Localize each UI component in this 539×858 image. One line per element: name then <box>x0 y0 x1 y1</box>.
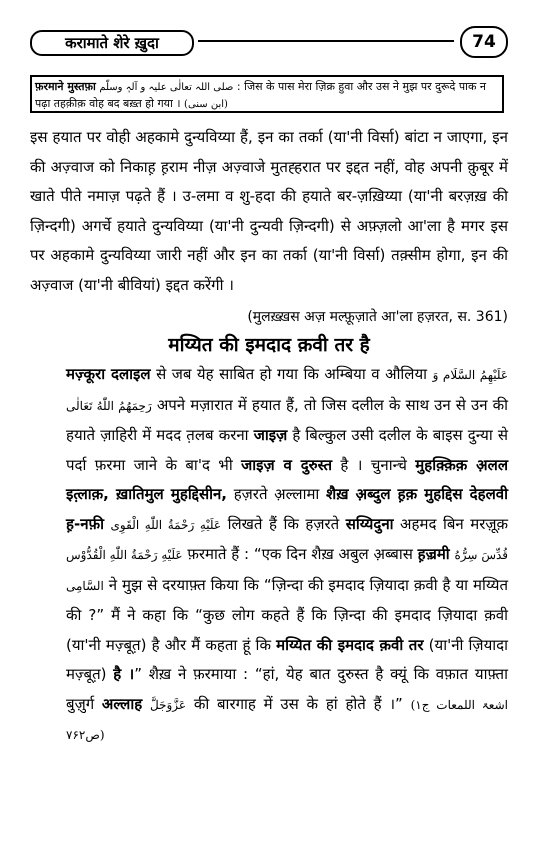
page-number: 74 <box>460 26 508 58</box>
text-segment: अपने मज़ारात में हयात हैं, तो जिस दलील के साथ उन से उन की हयाते ज़ाहिरी में मदद त़लब करना <box>66 395 508 444</box>
header-rule <box>198 40 454 42</box>
salutation-arabic: صلی اللہ تعالٰی علیہ و آلہٖ وسلّم <box>99 82 234 93</box>
text-segment: अहमद बिन मरज़ूक़ <box>393 514 508 533</box>
farmane-mustafa-label: फ़रमाने मुस्तफ़ा <box>35 80 96 93</box>
section-heading: मय्यित की इमदाद क़वी तर है <box>168 334 370 356</box>
text-segment: लिखते हैं कि हज़रते <box>221 514 346 533</box>
paragraph-1: इस हयात पर वोही अहकामे दुन्यविय्या हैं, इन का तर्का (या'नी विर्सा) बांटा न जाएगा, इन की अज़्वाज को निकाह़ ह़राम नीज़ अज़्वाजे मुतह्हरात पर इद्दत नहीं, वोह अपनी क़ुबूर में खाते पीते नमाज़ पढ़ते हैं । उ-लमा व शु-हदा की हयाते बर-ज़ख़िय्या (या'नी बरज़ख़ की ज़िन्दगी) अगर्चे हयाते दुन्यविय्या (या'नी दुन्यवी ज़िन्दगी) से अफ़्ज़लो आ'ला है मगर इस पर अहकामे दुन्यविय्या जारी नहीं और इन का तर्का (या'नी विर्सा) तक़्सीम होगा, इन की अज़्वाज (या'नी बीवियां) इद्दत करेंगी । <box>30 128 508 294</box>
paragraph-2 <box>30 360 508 751</box>
bold-phrase: है । <box>113 665 135 683</box>
text-segment: हज़रते अ़ल्लामा <box>227 485 327 503</box>
bold-phrase: मुहक़्क़िक़ अ़लल इत़्लाक़, ख़ातिमुल मुहद्दिसीन, <box>66 455 508 503</box>
text-segment: से जब येह साबित हो गया कि अम्बिया व औलिया <box>150 365 433 383</box>
bold-phrase: अल्लाह <box>101 694 143 713</box>
arabic-dua: قُدِّسَ سِرُّهُ السَّامِى <box>66 548 508 593</box>
bold-phrase: जाइज़ <box>253 426 288 444</box>
text-segment: (या'नी ज़ियादा मज़्बूत़) <box>66 635 508 683</box>
farmane-mustafa-source: (ابن سنی) <box>184 99 228 110</box>
page-body <box>30 123 508 751</box>
arabic-dua: عَزَّوَجَلَّ <box>149 697 187 712</box>
bold-phrase: जाइज़ व दुरुस्त <box>241 455 333 474</box>
arabic-dua: عَلَيْهِمُ السَّلَام وَ رَحِمَهُمُ اللّٰهُ تَعَالٰى <box>66 368 508 413</box>
book-title: करामाते शेरे ख़ुदा <box>30 30 194 56</box>
text-segment: ने मुझ से दरयाफ़्त किया कि “ज़िन्दा की इमदाद ज़ियादा क़वी है या मय्यित की ?” मैं ने कहा कि “कुछ लोग कहते हैं कि ज़िन्दा की इमदाद ज़ियादा क़वी (या'नी मज़्बूत़) है और मैं कहता हूं कि <box>66 575 508 654</box>
arabic-dua: عَلَيْهِ رَحْمَةُ اللّٰهِ الْقَوِى <box>110 517 222 532</box>
bold-phrase: सय्यिदुना <box>345 514 394 533</box>
bold-phrase: शैख़ अ़ब्दुल ह़क़ मुहद्दिस देहलवी ह़-नफ़ी <box>66 485 508 533</box>
text-segment: है । चुनान्चे <box>332 455 416 474</box>
text-segment: फ़रमाते हैं : “एक दिन शैख़ अबुल अ़ब्बास <box>182 545 418 563</box>
farmane-mustafa-box: फ़रमाने मुस्तफ़ा صلی اللہ تعالٰی علیہ و آلہٖ وسلّم : जिस के पास मेरा ज़िक्र हुवा और उस ने मुझ पर दुरूदे पाक न पढ़ा तहक़ीक़ वोह बद बख़्त हो गया । (ابن سنی) <box>30 75 504 113</box>
farmane-mustafa-text: जिस के पास मेरा ज़िक्र हुवा और उस ने मुझ पर दुरूदे पाक न पढ़ा तहक़ीक़ वोह बद बख़्त हो गया । <box>35 80 487 110</box>
reference-1: (मुलख़्ख़स अज़ मल्फ़ूज़ाते आ'ला हज़रत, स. 361) <box>247 309 508 325</box>
bold-phrase: मज़्कूरा दलाइल <box>66 365 151 383</box>
text-segment: है बिल्कुल उसी दलील के बाइस दुन्या से पर्दा फ़रमा जाने के बा'द भी <box>66 426 508 474</box>
page-header <box>30 30 508 56</box>
bold-phrase: ह़ज़्रमी <box>417 545 450 563</box>
bold-phrase: मय्यित की इमदाद क़वी तर <box>276 635 424 654</box>
text-segment: की बारगाह में उस के हां होते हैं ।” <box>186 694 403 713</box>
source-reference: (اشعۃ اللمعات ج۱ ص۷۶۲) <box>66 697 508 742</box>
arabic-dua: عَلَيْهِ رَحْمَةُ اللّٰهِ الْقُدُّوْس <box>66 548 183 562</box>
text-segment: ” शैख़ ने फ़रमाया : “हां, येह बात दुरुस्त है क्यूं कि वफ़ात याफ़्ता बुज़ुर्ग <box>66 665 508 713</box>
